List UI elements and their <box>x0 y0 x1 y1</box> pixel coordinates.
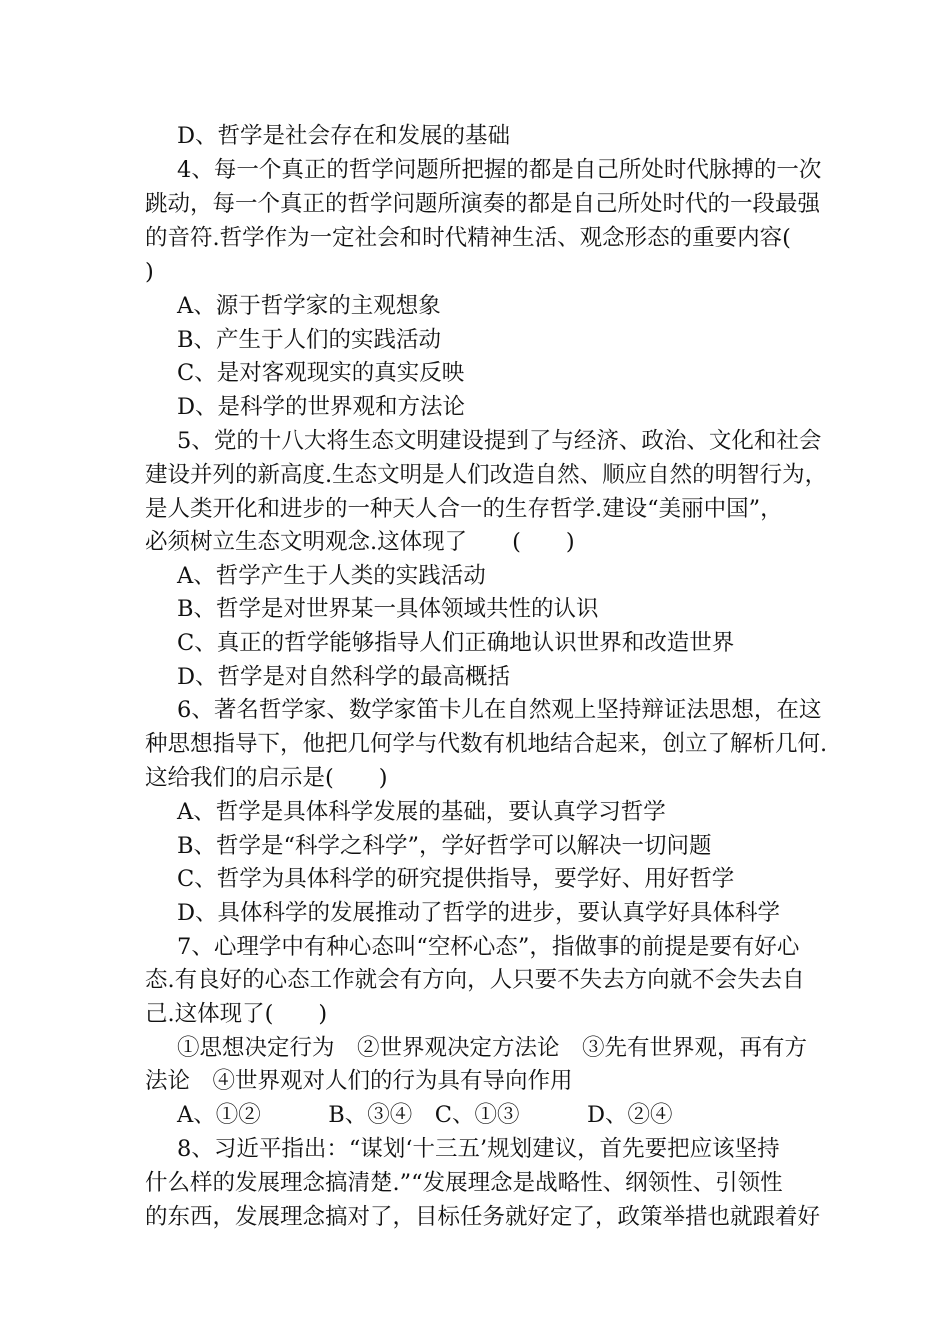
option-d-q5: D、哲学是对自然科学的最高概括 <box>177 664 511 690</box>
option-a-q5: A、哲学产生于人类的实践活动 <box>177 563 486 589</box>
question-7-line-1: 7、心理学中有种心态叫“空杯心态”，指做事的前提是要有好心 <box>177 934 800 960</box>
question-4-line-4: ) <box>145 259 154 285</box>
option-d-q4: D、是科学的世界观和方法论 <box>177 394 466 420</box>
options-q7: A、①② B、③④ C、①③ D、②④ <box>177 1102 673 1128</box>
option-d-q3: D、哲学是社会存在和发展的基础 <box>177 123 511 149</box>
option-c-q6: C、哲学为具体科学的研究提供指导，要学好、用好哲学 <box>177 866 735 892</box>
question-8-line-1: 8、习近平指出：“谋划‘十三五’规划建议，首先要把应该坚持 <box>177 1136 780 1162</box>
question-8-line-3: 的东西，发展理念搞对了，目标任务就好定了，政策举措也就跟着好 <box>145 1204 821 1230</box>
option-a-q4: A、源于哲学家的主观想象 <box>177 293 441 319</box>
question-4-line-2: 跳动，每一个真正的哲学问题所演奏的都是自己所处时代的一段最强 <box>145 191 821 217</box>
statements-q7-line-1: ①思想决定行为 ②世界观决定方法论 ③先有世界观，再有方 <box>177 1035 808 1061</box>
question-5-line-4: 必须树立生态文明观念.这体现了 ( ) <box>145 529 575 555</box>
option-b-q5: B、哲学是对世界某一具体领域共性的认识 <box>177 596 599 622</box>
question-7-line-3: 己.这体现了( ) <box>145 1001 328 1027</box>
question-5-line-1: 5、党的十八大将生态文明建设提到了与经济、政治、文化和社会 <box>177 428 822 454</box>
question-4-line-3: 的音符.哲学作为一定社会和时代精神生活、观念形态的重要内容( <box>145 225 791 251</box>
option-c-q4: C、是对客观现实的真实反映 <box>177 360 465 386</box>
option-b-q6: B、哲学是“科学之科学”，学好哲学可以解决一切问题 <box>177 833 712 859</box>
option-d-q6: D、具体科学的发展推动了哲学的进步，要认真学好具体科学 <box>177 900 781 926</box>
question-6-line-1: 6、著名哲学家、数学家笛卡儿在自然观上坚持辩证法思想，在这 <box>177 697 822 723</box>
question-7-line-2: 态.有良好的心态工作就会有方向，人只要不失去方向就不会失去自 <box>145 967 805 993</box>
option-b-q4: B、产生于人们的实践活动 <box>177 327 442 353</box>
option-a-q6: A、哲学是具体科学发展的基础，要认真学习哲学 <box>177 799 666 825</box>
question-4-line-1: 4、每一个真正的哲学问题所把握的都是自己所处时代脉搏的一次 <box>177 157 822 183</box>
question-6-line-2: 种思想指导下，他把几何学与代数有机地结合起来，创立了解析几何. <box>145 731 828 757</box>
option-c-q5: C、真正的哲学能够指导人们正确地认识世界和改造世界 <box>177 630 735 656</box>
statements-q7-line-2: 法论 ④世界观对人们的行为具有导向作用 <box>145 1068 573 1094</box>
question-5-line-2: 建设并列的新高度.生态文明是人们改造自然、顺应自然的明智行为， <box>145 462 828 488</box>
question-5-line-3: 是人类开化和进步的一种天人合一的生存哲学.建设“美丽中国”， <box>145 496 783 522</box>
question-6-line-3: 这给我们的启示是( ) <box>145 765 388 791</box>
question-8-line-2: 什么样的发展理念搞清楚.”“发展理念是战略性、纲领性、引领性 <box>145 1170 783 1196</box>
